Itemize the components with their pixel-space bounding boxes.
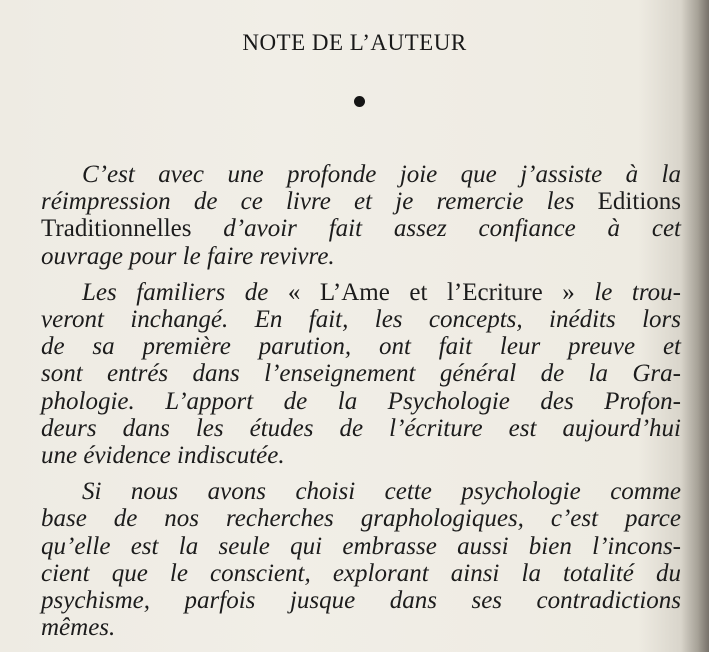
italic-text-run: d’avoir fait assez confiance à cet: [223, 215, 681, 243]
italic-text-run: psychisme, parfois jusque dans ses contradictions: [41, 587, 681, 615]
text-line: [41, 215, 681, 242]
text-line: [41, 533, 681, 560]
text-line: [41, 415, 681, 442]
italic-text-run: Si nous avons choisi cette psychologie comme: [82, 478, 681, 506]
italic-text-run: deurs dans les études de l’écriture est aujourd’hui: [41, 414, 681, 442]
text-line: [41, 360, 681, 387]
italic-text-run: veront inchangé. En fait, les concepts, inédits lors: [41, 306, 681, 334]
italic-text-run: le trou-: [594, 278, 682, 306]
text-line: [41, 442, 681, 469]
paragraph-3: [41, 478, 681, 641]
italic-text-run: de sa première parution, ont fait leur preuve et: [41, 333, 681, 361]
italic-text-run: C’est avec une profonde joie que j’assiste à la: [82, 161, 681, 188]
italic-text-run: ouvrage pour le faire revivre.: [41, 242, 335, 270]
italic-text-run: une évidence indiscutée.: [41, 442, 285, 470]
italic-text-run: réimpression de ce livre et je remercie les: [41, 188, 598, 216]
text-line: [41, 614, 681, 641]
page-title: NOTE DE L’AUTEUR: [242, 30, 467, 55]
text-line: [41, 388, 681, 415]
text-line: [41, 333, 681, 360]
text-line: [41, 161, 681, 188]
text-line: [41, 279, 681, 306]
paragraph-1: [41, 161, 681, 270]
body-text: [41, 161, 681, 641]
italic-text-run: sont entrés dans l’enseignement général de la Gra-: [41, 360, 681, 388]
text-line: [41, 478, 681, 505]
page-edge-shadow: [681, 0, 709, 652]
italic-text-run: phologie. L’apport de la Psychologie des Profon-: [41, 387, 681, 415]
text-line: [41, 188, 681, 215]
text-line: [41, 560, 681, 587]
roman-text-run: Editions: [597, 188, 681, 216]
italic-text-run: mêmes.: [41, 614, 116, 642]
roman-text-run: Traditionnelles: [41, 215, 224, 243]
text-line: [41, 587, 681, 614]
text-line: [41, 505, 681, 532]
italic-text-run: cient que le conscient, explorant ainsi la totalité du: [41, 559, 681, 587]
italic-text-run: base de nos recherches graphologiques, c’est parce: [41, 505, 681, 533]
text-line: [41, 243, 681, 270]
paragraph-gap: [41, 469, 681, 478]
text-line: [41, 306, 681, 333]
italic-text-run: qu’elle est la seule qui embrasse aussi bien l’incons-: [41, 532, 681, 560]
roman-text-run: « L’Ame et l’Ecriture »: [287, 278, 595, 306]
paragraph-gap: [41, 270, 681, 279]
paragraph-2: [41, 279, 681, 469]
italic-text-run: Les familiers de: [82, 278, 288, 306]
ornament-bullet: [354, 96, 365, 107]
